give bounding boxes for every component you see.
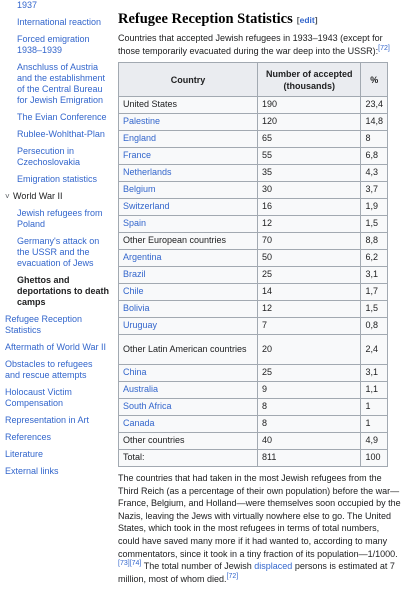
table-of-contents	[0, 0, 110, 600]
toc-item[interactable]	[0, 34, 110, 56]
percent-cell: 23,4	[361, 97, 388, 114]
table-row	[119, 399, 388, 416]
table-row	[119, 284, 388, 301]
toc-item-label: World War II	[13, 191, 63, 201]
section-heading	[118, 11, 318, 28]
percent-cell: 0,8	[361, 318, 388, 335]
country-cell	[119, 267, 258, 284]
table-row	[119, 450, 388, 467]
country-cell: Other Latin American countries	[119, 335, 258, 365]
toc-item[interactable]	[0, 342, 110, 353]
country-link[interactable]: Brazil	[123, 269, 146, 280]
toc-item-label: External links	[5, 466, 59, 476]
country-cell	[119, 131, 258, 148]
country-cell	[119, 148, 258, 165]
percent-cell: 100	[361, 450, 388, 467]
toc-item-label: Rublee-Wohlthat-Plan	[17, 129, 105, 139]
number-cell: 20	[257, 335, 360, 365]
country-cell	[119, 399, 258, 416]
analysis-paragraph: The countries that had taken in the most Jewish refugees from the Third Reich (as a percentage of their own population) before the war—France, Belgium, and Holland—were themselves soon occupied by the Nazis, leaving the Jews with virtually nowhere else to go. The United States, which took in the most refugees in terms of total numbers, could have saved many more if it had wanted to, according to many commentators, since it took in a tiny fraction of its population—1/1000.[73][74] The total number of Jewish displaced persons is estimated at 7 million, most of whom died.[72]	[118, 473, 401, 584]
table-header-row	[119, 63, 388, 97]
percent-cell: 1,5	[361, 301, 388, 318]
percent-cell: 1,1	[361, 382, 388, 399]
country-link[interactable]: South Africa	[123, 401, 172, 412]
number-cell: 7	[257, 318, 360, 335]
number-cell: 70	[257, 233, 360, 250]
reference-link[interactable]: [72]	[378, 44, 390, 52]
toc-item-label: Jewish refugees from Poland	[17, 208, 103, 229]
country-cell	[119, 284, 258, 301]
toc-item[interactable]	[0, 314, 110, 336]
toc-item[interactable]	[0, 432, 110, 443]
country-cell	[119, 250, 258, 267]
number-cell: 12	[257, 216, 360, 233]
percent-cell: 8,8	[361, 233, 388, 250]
number-cell: 9	[257, 382, 360, 399]
toc-item-label: International reaction	[17, 17, 102, 27]
country-cell	[119, 382, 258, 399]
percent-cell: 3,1	[361, 365, 388, 382]
toc-item-label: Persecution in Czechoslovakia	[17, 146, 81, 167]
toc-item[interactable]	[0, 387, 110, 409]
table-row	[119, 131, 388, 148]
toc-item[interactable]	[0, 359, 110, 381]
toc-item-label: Representation in Art	[5, 415, 90, 425]
toc-item[interactable]	[0, 415, 110, 426]
table-row	[119, 148, 388, 165]
number-cell: 50	[257, 250, 360, 267]
toc-item-label: Holocaust Victim Compensation	[5, 387, 72, 408]
country-cell	[119, 114, 258, 131]
toc-item[interactable]	[0, 0, 110, 11]
country-link[interactable]: Chile	[123, 286, 144, 297]
country-link[interactable]: Argentina	[123, 252, 162, 263]
number-cell: 14	[257, 284, 360, 301]
toc-item-label: The Evian Conference	[17, 112, 107, 122]
number-cell: 120	[257, 114, 360, 131]
number-cell: 190	[257, 97, 360, 114]
country-cell	[119, 216, 258, 233]
country-cell	[119, 318, 258, 335]
country-cell	[119, 182, 258, 199]
toc-item-label: Literature	[5, 449, 44, 459]
percent-cell: 3,1	[361, 267, 388, 284]
section-title: Refugee Reception Statistics	[118, 11, 293, 27]
country-link[interactable]: Belgium	[123, 184, 156, 195]
column-header-number: Number of accepted (thousands)	[257, 63, 360, 97]
percent-cell: 4,9	[361, 433, 388, 450]
country-link[interactable]: Palestine	[123, 116, 161, 127]
country-link[interactable]: Bolivia	[123, 303, 150, 314]
main-content	[118, 0, 403, 600]
percent-cell: 1,5	[361, 216, 388, 233]
percent-cell: 6,2	[361, 250, 388, 267]
country-link[interactable]: Canada	[123, 418, 155, 429]
toc-item-label: Obstacles to refugees and rescue attempts	[5, 359, 93, 380]
country-link[interactable]: China	[123, 367, 147, 378]
number-cell: 12	[257, 301, 360, 318]
country-link[interactable]: Netherlands	[123, 167, 172, 178]
number-cell: 35	[257, 165, 360, 182]
country-cell: Other European countries	[119, 233, 258, 250]
toc-item[interactable]	[0, 275, 110, 308]
column-header-percent: %	[361, 63, 388, 97]
table-row	[119, 416, 388, 433]
number-cell: 16	[257, 199, 360, 216]
toc-item-label: Refugee Reception Statistics	[5, 314, 83, 335]
table-row	[119, 433, 388, 450]
chevron-down-icon[interactable]: ˅	[5, 192, 10, 201]
country-cell	[119, 365, 258, 382]
number-cell: 55	[257, 148, 360, 165]
column-header-country: Country	[119, 63, 258, 97]
toc-item-label: References	[5, 432, 52, 442]
refugee-statistics-table	[118, 62, 388, 467]
country-link[interactable]: Switzerland	[123, 201, 170, 212]
table-row	[119, 216, 388, 233]
toc-item[interactable]	[0, 129, 110, 140]
toc-item[interactable]	[0, 112, 110, 123]
country-link[interactable]: Australia	[123, 384, 159, 395]
percent-cell: 1,9	[361, 199, 388, 216]
table-row	[119, 335, 388, 365]
reference-link[interactable]: [74]	[129, 560, 142, 568]
percent-cell: 3,7	[361, 182, 388, 199]
toc-item[interactable]	[0, 466, 110, 477]
toc-item[interactable]	[0, 146, 110, 168]
table-row	[119, 233, 388, 250]
percent-cell: 1,7	[361, 284, 388, 301]
country-link[interactable]: England	[123, 133, 157, 144]
toc-item-label: Anschluss of Austria and the establishment of the Central Bureau for Jewish Emigration	[17, 62, 106, 105]
table-row	[119, 97, 388, 114]
percent-cell: 4,3	[361, 165, 388, 182]
country-link[interactable]: France	[123, 150, 152, 161]
country-cell: United States	[119, 97, 258, 114]
number-cell: 8	[257, 399, 360, 416]
table-row	[119, 301, 388, 318]
edit-link[interactable]: edit	[299, 15, 315, 25]
country-cell: Other countries	[119, 433, 258, 450]
toc-item[interactable]	[0, 449, 110, 460]
edit-section: [edit]	[296, 15, 318, 25]
number-cell: 811	[257, 450, 360, 467]
toc-item-label: Emigration statistics	[17, 174, 98, 184]
table-row	[119, 365, 388, 382]
table-row	[119, 382, 388, 399]
country-cell	[119, 199, 258, 216]
number-cell: 25	[257, 267, 360, 284]
country-link[interactable]: Spain	[123, 218, 147, 229]
toc-item[interactable]	[0, 208, 110, 230]
table-row	[119, 318, 388, 335]
percent-cell: 1	[361, 399, 388, 416]
table-row	[119, 267, 388, 284]
toc-item[interactable]	[0, 236, 110, 269]
number-cell: 8	[257, 416, 360, 433]
country-cell	[119, 301, 258, 318]
table-row	[119, 199, 388, 216]
toc-item-label: Aftermath of World War II	[5, 342, 107, 352]
toc-item-label: Forced emigration 1938–1939	[17, 34, 90, 55]
toc-item[interactable]	[0, 17, 110, 28]
reference-link[interactable]: [73]	[118, 560, 130, 568]
toc-item[interactable]	[0, 62, 110, 106]
table-row	[119, 250, 388, 267]
toc-item[interactable]	[0, 191, 110, 202]
number-cell: 30	[257, 182, 360, 199]
percent-cell: 8	[361, 131, 388, 148]
country-cell: Total:	[119, 450, 258, 467]
number-cell: 40	[257, 433, 360, 450]
country-cell	[119, 165, 258, 182]
toc-item-label: 1937	[17, 0, 38, 10]
toc-item-label: Ghettos and deportations to death camps	[17, 275, 109, 307]
table-row	[119, 165, 388, 182]
toc-item[interactable]	[0, 174, 110, 185]
toc-item-label: Germany's attack on the USSR and the evacuation of Jews	[17, 236, 100, 268]
percent-cell: 2,4	[361, 335, 388, 365]
country-link[interactable]: Uruguay	[123, 320, 158, 331]
country-cell	[119, 416, 258, 433]
reference-link[interactable]: [72]	[226, 572, 239, 580]
percent-cell: 6,8	[361, 148, 388, 165]
number-cell: 25	[257, 365, 360, 382]
intro-text: Countries that accepted Jewish refugees in 1933–1943 (except for those temporarily evacuated during the war deep into the USSR):[72]	[118, 33, 390, 56]
number-cell: 65	[257, 131, 360, 148]
percent-cell: 1	[361, 416, 388, 433]
table-row	[119, 182, 388, 199]
table-row	[119, 114, 388, 131]
displaced-link[interactable]: displaced	[254, 561, 293, 572]
percent-cell: 14,8	[361, 114, 388, 131]
